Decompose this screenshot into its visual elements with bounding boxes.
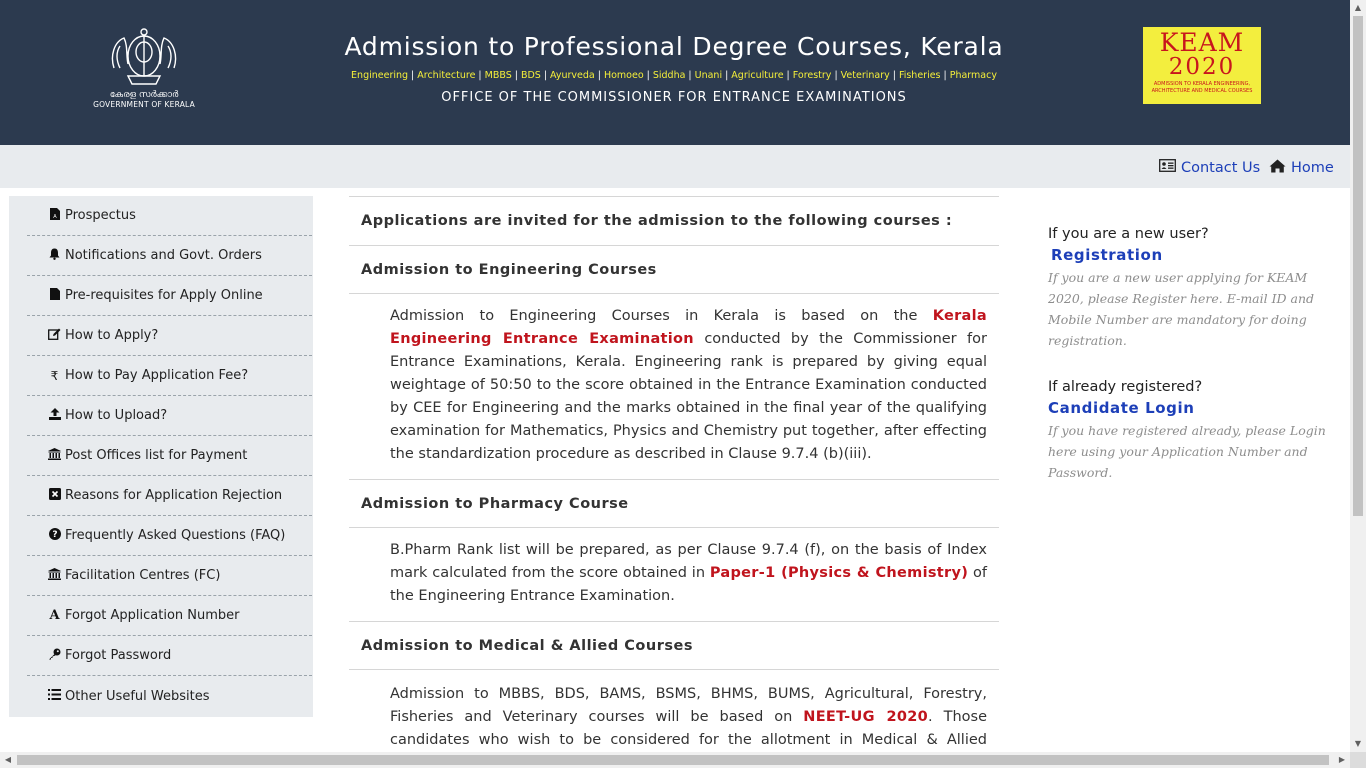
scroll-up-icon[interactable]: ▲: [1354, 3, 1362, 12]
keam-logo-caption: ADMISSION TO KERALA ENGINEERING, ARCHITECTURE AND MEDICAL COURSES: [1151, 81, 1253, 94]
title-block: [340, 32, 1008, 105]
course-separator: |: [478, 70, 482, 81]
course-item: BDS: [520, 70, 541, 81]
contact-us-link[interactable]: [1159, 159, 1260, 176]
course-separator: |: [514, 70, 518, 81]
question-circle-icon: [47, 528, 62, 543]
course-separator: |: [786, 70, 790, 81]
course-separator: |: [943, 70, 947, 81]
course-item: Ayurveda: [550, 70, 595, 81]
keam-logo-word: KEAM: [1159, 28, 1245, 57]
address-card-icon: [1159, 159, 1176, 176]
file-icon: [47, 288, 62, 303]
engineering-paragraph: Admission to Engineering Courses in Kerala is based on the Kerala Engineering Entrance Examination conducted by the Commissioner for Entrance Examinations, Kerala. Engineering rank is prepared by giving equal weightage of 50:50 to the score obtained in the Entrance Examination conducted by CEE for Engineering and the marks obtained in the final year of the qualifying examination for Mathematics, Physics and Chemistry put together, after effecting the standardization procedure as described in Clause 9.7.4 (b)(iii).: [390, 308, 987, 462]
account-panel: [1048, 226, 1328, 483]
course-item: Veterinary: [840, 70, 890, 81]
institution-icon: [47, 448, 62, 463]
intro-heading: [349, 196, 999, 245]
list-icon: [47, 689, 62, 703]
registered-question: If already registered?: [1048, 379, 1203, 395]
course-separator: |: [597, 70, 601, 81]
registration-link[interactable]: Registration: [1051, 246, 1163, 264]
new-user-question: If you are a new user?: [1048, 226, 1209, 242]
intro-text: Applications are invited for the admission to the following courses :: [361, 213, 953, 229]
course-separator: |: [543, 70, 548, 81]
sidebar-item[interactable]: [27, 676, 312, 716]
pharmacy-paragraph: B.Pharm Rank list will be prepared, as per Clause 9.7.4 (f), on the basis of Index mark calculated from the score obtained in Paper-1 (Physics & Chemistry) of the Engineering Entrance Examination.: [390, 542, 987, 604]
course-item: Engineering: [351, 70, 409, 81]
emblem-icon: [106, 28, 182, 90]
top-nav-bar: [0, 145, 1350, 188]
paper-1-link[interactable]: Paper-1 (Physics & Chemistry): [709, 565, 969, 581]
sidebar-item-label: Forgot Application Number: [65, 608, 240, 623]
scroll-left-icon[interactable]: ◀: [4, 755, 12, 764]
sidebar-item-label: Reasons for Application Rejection: [65, 488, 283, 503]
site-header: [0, 0, 1350, 145]
course-item: Siddha: [652, 70, 686, 81]
main-content: [349, 196, 999, 768]
keam-logo: [1143, 27, 1261, 104]
sidebar-item-label: Facilitation Centres (FC): [65, 568, 221, 583]
kerala-emblem: [88, 28, 200, 120]
course-item: Architecture: [417, 70, 476, 81]
horizontal-scrollbar[interactable]: [0, 752, 1350, 768]
course-item: Fisheries: [898, 70, 941, 81]
page-title: Admission to Professional Degree Courses, Kerala: [344, 32, 1004, 61]
engineering-heading: [349, 245, 999, 293]
font-icon: A: [49, 608, 60, 623]
sidebar-item[interactable]: [27, 356, 312, 396]
sidebar-item[interactable]: [27, 316, 312, 356]
sidebar-item-label: Post Offices list for Payment: [65, 448, 248, 463]
medical-paragraph: Admission to MBBS, BDS, BAMS, BSMS, BHMS, BUMS, Agricultural, Forestry, Fisheries and Veterinary courses will be based on NEET-UG 2020. Those candidates who wish to be considered for the allotment in Medical & Allied: [390, 686, 987, 748]
sidebar-menu: [9, 196, 313, 717]
emblem-malayalam-text: കേരള സർക്കാർ: [109, 90, 179, 100]
sidebar-item[interactable]: [27, 476, 312, 516]
vertical-scrollbar[interactable]: [1350, 0, 1366, 752]
course-separator: |: [646, 70, 650, 81]
sidebar-item[interactable]: [27, 236, 312, 276]
engineering-exam-link[interactable]: Kerala Engineering Entrance Examination: [390, 308, 987, 347]
home-link[interactable]: [1269, 159, 1334, 177]
candidate-login-link[interactable]: Candidate Login: [1048, 399, 1195, 417]
course-item: Pharmacy: [949, 70, 997, 81]
course-item: MBBS: [484, 70, 512, 81]
login-note: If you have registered already, please Login here using your Application Number and Password.: [1048, 423, 1326, 480]
course-separator: |: [688, 70, 692, 81]
sidebar-item-label: Forgot Password: [65, 648, 172, 663]
sidebar-item-label: How to Pay Application Fee?: [65, 368, 249, 383]
course-separator: |: [725, 70, 729, 81]
neet-ug-link[interactable]: NEET-UG 2020: [803, 709, 929, 725]
sidebar-item[interactable]: [27, 636, 312, 676]
sidebar-item[interactable]: [27, 516, 312, 556]
sidebar-item[interactable]: [27, 596, 312, 636]
sidebar-item-label: How to Apply?: [65, 328, 159, 343]
contact-us-label: Contact Us: [1181, 159, 1261, 176]
courses-list: [340, 70, 1008, 81]
pharmacy-heading: [349, 479, 999, 527]
scroll-right-icon[interactable]: ▶: [1338, 755, 1346, 764]
medical-heading-text: Admission to Medical & Allied Courses: [361, 637, 693, 654]
pharmacy-section: [349, 527, 999, 621]
svg-text:A: A: [52, 214, 57, 220]
sidebar-item[interactable]: [27, 196, 312, 236]
sidebar-item-label: Notifications and Govt. Orders: [65, 248, 262, 263]
file-pdf-icon: [47, 208, 62, 223]
emblem-caption: GOVERNMENT OF KERALA: [93, 100, 195, 109]
upload-icon: [47, 408, 62, 423]
key-icon: [47, 648, 62, 663]
registration-note: If you are a new user applying for KEAM 2020, please Register here. E-mail ID and Mobile Number are mandatory for doing registration.: [1048, 270, 1315, 348]
sidebar-item[interactable]: [27, 556, 312, 596]
sidebar-item[interactable]: [27, 436, 312, 476]
sidebar-item[interactable]: [27, 276, 312, 316]
engineering-heading-text: Admission to Engineering Courses: [361, 261, 657, 278]
rupee-icon: ₹: [50, 368, 59, 383]
course-item: Homoeo: [603, 70, 644, 81]
vertical-scroll-thumb[interactable]: [1353, 16, 1363, 516]
svg-text:?: ?: [51, 530, 58, 540]
office-name: OFFICE OF THE COMMISSIONER FOR ENTRANCE EXAMINATIONS: [441, 90, 907, 105]
scrollbar-corner: [1350, 752, 1366, 768]
course-separator: |: [892, 70, 896, 81]
sidebar-item-label: Other Useful Websites: [65, 688, 210, 704]
keam-logo-year: 2020: [1168, 54, 1236, 80]
pharmacy-heading-text: Admission to Pharmacy Course: [361, 495, 629, 512]
sidebar-item[interactable]: [27, 396, 312, 436]
horizontal-scroll-thumb[interactable]: [17, 755, 1329, 765]
institution-icon: [47, 568, 62, 583]
sidebar-item-label: Frequently Asked Questions (FAQ): [65, 528, 286, 543]
sidebar-item-label: Prospectus: [65, 208, 136, 223]
engineering-section: [349, 293, 999, 479]
medical-heading: [349, 621, 999, 669]
course-separator: |: [411, 70, 415, 81]
course-separator: |: [834, 70, 838, 81]
bell-icon: [47, 248, 62, 263]
sidebar-item-label: Pre-requisites for Apply Online: [65, 288, 263, 303]
course-item: Agriculture: [731, 70, 784, 81]
course-item: Unani: [694, 70, 723, 81]
home-label: Home: [1291, 160, 1334, 176]
home-icon: [1269, 159, 1286, 177]
sidebar-item-label: How to Upload?: [65, 408, 168, 423]
scroll-down-icon[interactable]: ▼: [1354, 739, 1362, 748]
course-item: Forestry: [792, 70, 832, 81]
close-box-icon: [47, 488, 62, 503]
edit-icon: [47, 328, 62, 343]
